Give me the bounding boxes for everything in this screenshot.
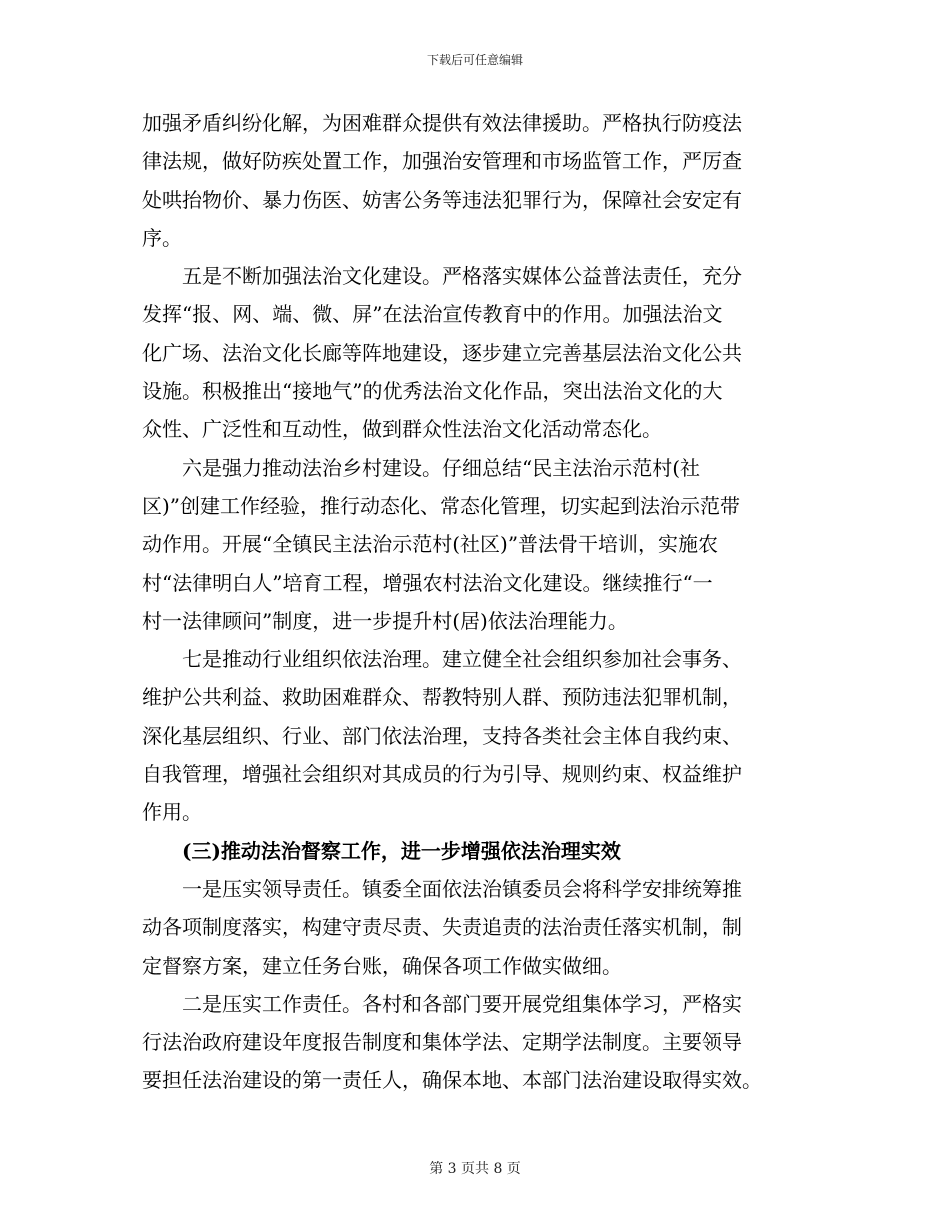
paragraph-line: 行法治政府建设年度报告制度和集体学法、定期学法制度。主要领导 [142, 1030, 742, 1055]
paragraph-line: 动作用。开展“全镇民主法治示范村(社区)”普法骨干培训，实施农 [142, 532, 719, 557]
paragraph-line: 发挥“报、网、端、微、屏”在法治宣传教育中的作用。加强法治文 [142, 302, 723, 327]
paragraph-line: 深化基层组织、行业、部门依法治理，支持各类社会主体自我约束、 [142, 723, 742, 748]
paragraph-line: 加强矛盾纠纷化解，为困难群众提供有效法律援助。严格执行防疫法 [142, 111, 742, 135]
paragraph-line: 二是压实工作责任。各村和各部门要开展党组集体学习，严格实 [182, 991, 742, 1016]
document-body [142, 104, 810, 1100]
paragraph-line: 处哄抬物价、暴力伤医、妨害公务等违法犯罪行为，保障社会安定有 [142, 187, 742, 212]
section-heading: (三)推动法治督察工作，进一步增强依法治理实效 [182, 838, 621, 863]
paragraph-line: 六是强力推动法治乡村建设。仔细总结“民主法治示范村(社 [182, 455, 701, 480]
paragraph-line: 五是不断加强法治文化建设。严格落实媒体公益普法责任，充分 [182, 264, 742, 289]
page-header: 下载后可任意编辑 [426, 53, 523, 67]
paragraph-line: 众性、广泛性和互动性，做到群众性法治文化活动常态化。 [142, 417, 662, 442]
paragraph-line: 一是压实领导责任。镇委全面依法治镇委员会将科学安排统筹推 [182, 876, 742, 901]
page-footer: 第 3 页共 8 页 [429, 1161, 521, 1177]
paragraph-line: 村一法律顾问”制度，进一步提升村(居)依法治理能力。 [142, 608, 628, 633]
paragraph-line: 化广场、法治文化长廊等阵地建设，逐步建立完善基层法治文化公共 [142, 340, 742, 365]
paragraph-line: 自我管理，增强社会组织对其成员的行为引导、规则约束、权益维护 [142, 762, 742, 787]
paragraph-line: 动各项制度落实，构建守责尽责、失责追责的法治责任落实机制，制 [142, 915, 742, 940]
paragraph-line: 要担任法治建设的第一责任人，确保本地、本部门法治建设取得实效。 [142, 1068, 762, 1093]
paragraph-line: 维护公共利益、救助困难群众、帮教特别人群、预防违法犯罪机制， [142, 685, 742, 710]
paragraph-line: 定督察方案，建立任务台账，确保各项工作做实做细。 [142, 953, 622, 978]
paragraph-line: 律法规，做好防疾处置工作，加强治安管理和市场监管工作，严厉查 [142, 149, 742, 174]
paragraph-line: 区)”创建工作经验，推行动态化、常态化管理，切实起到法治示范带 [142, 493, 741, 518]
paragraph-line: 村“法律明白人”培育工程，增强农村法治文化建设。继续推行“一 [142, 570, 713, 595]
paragraph-line: 作用。 [142, 800, 202, 825]
paragraph-line: 序。 [142, 225, 182, 250]
paragraph-line: 设施。积极推出“接地气”的优秀法治文化作品，突出法治文化的大 [142, 379, 723, 404]
paragraph-line: 七是推动行业组织依法治理。建立健全社会组织参加社会事务、 [182, 647, 742, 672]
